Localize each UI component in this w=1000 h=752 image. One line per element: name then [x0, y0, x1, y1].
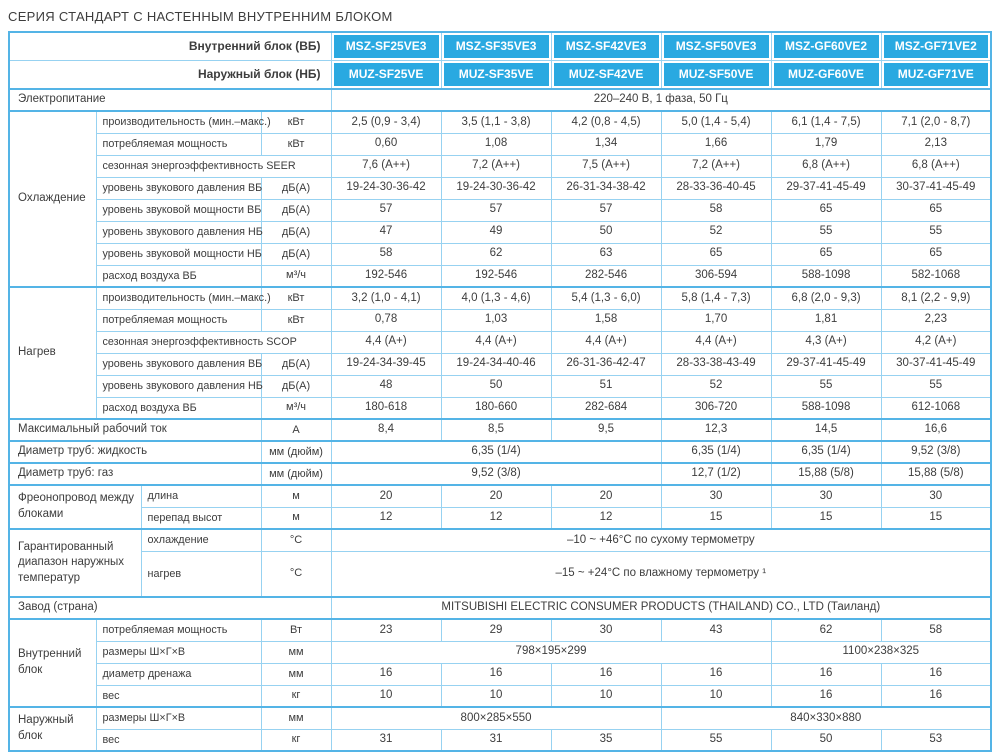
value-cell: 50	[771, 729, 881, 751]
unit-cell: кВт	[261, 287, 331, 309]
unit-cell: мм	[261, 641, 331, 663]
value-cell: 26-31-36-42-47	[551, 353, 661, 375]
value-cell: 16	[661, 663, 771, 685]
value-cell: 8,5	[441, 419, 551, 441]
value-cell: 7,1 (2,0 - 8,7)	[881, 111, 991, 133]
value-cell: 16	[881, 685, 991, 707]
param-label: расход воздуха ВБ	[96, 265, 261, 287]
table-row	[9, 353, 991, 375]
value-cell: 798×195×299	[331, 641, 771, 663]
outdoor-model-name: MUZ-SF35VE	[444, 63, 549, 86]
outdoor-model-name: MUZ-SF50VE	[664, 63, 769, 86]
model-cell	[771, 61, 881, 90]
unit-cell: кВт	[261, 133, 331, 155]
indoor-model-name: MSZ-SF50VE3	[664, 35, 769, 58]
value-cell: 58	[881, 619, 991, 641]
param-label: длина	[141, 485, 261, 507]
model-cell	[881, 32, 991, 61]
indoor-model-name: MSZ-SF35VE3	[444, 35, 549, 58]
table-row-factory	[9, 597, 991, 619]
unit-cell: мм	[261, 663, 331, 685]
value-cell: 8,1 (2,2 - 9,9)	[881, 287, 991, 309]
param-label: расход воздуха ВБ	[96, 397, 261, 419]
value-cell: 5,8 (1,4 - 7,3)	[661, 287, 771, 309]
param-label: потребляемая мощность	[96, 309, 261, 331]
value-cell: 306-720	[661, 397, 771, 419]
value-cell: 612-1068	[881, 397, 991, 419]
unit-cell: дБ(А)	[261, 353, 331, 375]
unit-cell: мм	[261, 707, 331, 729]
param-label: охлаждение	[141, 529, 261, 551]
row-label: Завод (страна)	[9, 597, 331, 619]
value-cell: 588-1098	[771, 265, 881, 287]
model-cell	[881, 61, 991, 90]
param-label: уровень звукового давления ВБ	[96, 177, 261, 199]
param-label: диаметр дренажа	[96, 663, 261, 685]
outdoor-unit-header-label: Наружный блок (НБ)	[9, 61, 331, 90]
table-row	[9, 529, 991, 551]
value-cell: 192-546	[441, 265, 551, 287]
row-label: Диаметр труб: жидкость	[9, 441, 261, 463]
value-cell: 16,6	[881, 419, 991, 441]
value-cell: 30	[771, 485, 881, 507]
value-cell: 20	[331, 485, 441, 507]
table-row	[9, 199, 991, 221]
table-row	[9, 265, 991, 287]
page-title: СЕРИЯ СТАНДАРТ С НАСТЕННЫМ ВНУТРЕННИМ БЛОКОМ	[8, 9, 393, 24]
value-cell: 52	[661, 375, 771, 397]
unit-cell: мм (дюйм)	[261, 441, 331, 463]
table-row	[9, 133, 991, 155]
value-cell: 31	[331, 729, 441, 751]
value-cell: 29-37-41-45-49	[771, 177, 881, 199]
value-cell: 12	[441, 507, 551, 529]
value-cell: 8,4	[331, 419, 441, 441]
unit-cell: °C	[261, 529, 331, 551]
value-cell: 4,2 (0,8 - 4,5)	[551, 111, 661, 133]
value-cell: 26-31-34-38-42	[551, 177, 661, 199]
value-cell: 49	[441, 221, 551, 243]
value-cell: 43	[661, 619, 771, 641]
table-row	[9, 685, 991, 707]
table-row-indoor-models	[9, 32, 991, 61]
table-row	[9, 221, 991, 243]
value-cell: 10	[661, 685, 771, 707]
value-cell: 52	[661, 221, 771, 243]
value-cell: 2,13	[881, 133, 991, 155]
model-cell	[661, 32, 771, 61]
value-cell: 1,81	[771, 309, 881, 331]
value-cell: 19-24-34-39-45	[331, 353, 441, 375]
indoor-model-name: MSZ-GF71VE2	[884, 35, 989, 58]
table-row	[9, 707, 991, 729]
section-label-freon-piping: Фреонопровод между блоками	[9, 485, 141, 529]
unit-cell: дБ(А)	[261, 177, 331, 199]
value-cell: 6,35 (1/4)	[661, 441, 771, 463]
table-row-max-current	[9, 419, 991, 441]
table-row	[9, 177, 991, 199]
unit-cell: дБ(А)	[261, 243, 331, 265]
value-cell: 180-660	[441, 397, 551, 419]
value-cell: 65	[881, 243, 991, 265]
section-label-heating: Нагрев	[9, 287, 96, 419]
value-cell: 50	[551, 221, 661, 243]
spec-table	[8, 31, 992, 752]
value-cell: 30	[551, 619, 661, 641]
value-cell: 16	[441, 663, 551, 685]
value-cell: 3,5 (1,1 - 3,8)	[441, 111, 551, 133]
table-row	[9, 641, 991, 663]
value-cell: 10	[441, 685, 551, 707]
unit-cell: м	[261, 485, 331, 507]
table-row	[9, 397, 991, 419]
value-cell: 220–240 В, 1 фаза, 50 Гц	[331, 89, 991, 111]
value-cell: 62	[771, 619, 881, 641]
value-cell: 30-37-41-45-49	[881, 353, 991, 375]
param-label: сезонная энергоэффективность SCOP	[96, 331, 331, 353]
value-cell: 65	[661, 243, 771, 265]
unit-cell: мм (дюйм)	[261, 463, 331, 485]
unit-cell: кг	[261, 729, 331, 751]
value-cell: 20	[551, 485, 661, 507]
model-cell	[331, 61, 441, 90]
param-label: производительность (мин.–макс.)	[96, 287, 261, 309]
param-label: потребляемая мощность	[96, 619, 261, 641]
value-cell: 50	[441, 375, 551, 397]
unit-cell: дБ(А)	[261, 221, 331, 243]
value-cell: 7,6 (A++)	[331, 155, 441, 177]
value-cell: 65	[881, 199, 991, 221]
table-row	[9, 155, 991, 177]
unit-cell: дБ(А)	[261, 199, 331, 221]
table-row-gas-pipe	[9, 463, 991, 485]
value-cell: 31	[441, 729, 551, 751]
param-label: размеры Ш×Г×В	[96, 707, 261, 729]
value-cell: 15	[771, 507, 881, 529]
table-row	[9, 243, 991, 265]
value-cell: 16	[881, 663, 991, 685]
value-cell: 55	[771, 221, 881, 243]
value-cell: 16	[771, 663, 881, 685]
outdoor-model-name: MUZ-SF42VE	[554, 63, 659, 86]
value-cell: 2,5 (0,9 - 3,4)	[331, 111, 441, 133]
value-cell: 192-546	[331, 265, 441, 287]
value-cell: 14,5	[771, 419, 881, 441]
indoor-model-name: MSZ-GF60VE2	[774, 35, 879, 58]
value-cell: 306-594	[661, 265, 771, 287]
value-cell: 7,5 (A++)	[551, 155, 661, 177]
section-label-cooling: Охлаждение	[9, 111, 96, 287]
value-cell: 65	[771, 243, 881, 265]
value-cell: 9,52 (3/8)	[331, 463, 661, 485]
unit-cell: м	[261, 507, 331, 529]
table-row	[9, 729, 991, 751]
param-label: сезонная энергоэффективность SEER	[96, 155, 331, 177]
value-cell: 12,3	[661, 419, 771, 441]
table-row	[9, 287, 991, 309]
model-cell	[331, 32, 441, 61]
value-cell: –15 ~ +24°C по влажному термометру ¹	[331, 551, 991, 597]
unit-cell: °C	[261, 551, 331, 597]
value-cell: 800×285×550	[331, 707, 661, 729]
model-cell	[661, 61, 771, 90]
value-cell: 30-37-41-45-49	[881, 177, 991, 199]
value-cell: 1,70	[661, 309, 771, 331]
value-cell: 6,35 (1/4)	[331, 441, 661, 463]
value-cell: 55	[881, 375, 991, 397]
value-cell: 12,7 (1/2)	[661, 463, 771, 485]
indoor-model-name: MSZ-SF25VE3	[334, 35, 439, 58]
value-cell: 3,2 (1,0 - 4,1)	[331, 287, 441, 309]
table-row	[9, 309, 991, 331]
value-cell: 9,52 (3/8)	[881, 441, 991, 463]
value-cell: 0,60	[331, 133, 441, 155]
value-cell: 35	[551, 729, 661, 751]
value-cell: 55	[881, 221, 991, 243]
outdoor-model-name: MUZ-GF71VE	[884, 63, 989, 86]
row-label: Диаметр труб: газ	[9, 463, 261, 485]
param-label: нагрев	[141, 551, 261, 597]
unit-cell: Вт	[261, 619, 331, 641]
table-row	[9, 551, 991, 597]
value-cell: 16	[771, 685, 881, 707]
table-row-liquid-pipe	[9, 441, 991, 463]
value-cell: 51	[551, 375, 661, 397]
value-cell: 30	[661, 485, 771, 507]
value-cell: 4,4 (A+)	[331, 331, 441, 353]
value-cell: 4,4 (A+)	[441, 331, 551, 353]
value-cell: 6,8 (A++)	[771, 155, 881, 177]
table-row	[9, 619, 991, 641]
value-cell: 30	[881, 485, 991, 507]
value-cell: 6,35 (1/4)	[771, 441, 881, 463]
value-cell: –10 ~ +46°C по сухому термометру	[331, 529, 991, 551]
value-cell: 1,66	[661, 133, 771, 155]
model-cell	[441, 61, 551, 90]
table-row-outdoor-models	[9, 61, 991, 90]
value-cell: 63	[551, 243, 661, 265]
param-label: потребляемая мощность	[96, 133, 261, 155]
value-cell: 15,88 (5/8)	[771, 463, 881, 485]
value-cell: 582-1068	[881, 265, 991, 287]
section-label-outdoor-unit: Наружный блок	[9, 707, 96, 751]
value-cell: 1,03	[441, 309, 551, 331]
model-cell	[551, 61, 661, 90]
value-cell: 0,78	[331, 309, 441, 331]
value-cell: 840×330×880	[661, 707, 991, 729]
value-cell: 4,2 (A+)	[881, 331, 991, 353]
table-row	[9, 111, 991, 133]
value-cell: 2,23	[881, 309, 991, 331]
value-cell: 1,79	[771, 133, 881, 155]
unit-cell: кг	[261, 685, 331, 707]
value-cell: 19-24-30-36-42	[331, 177, 441, 199]
value-cell: 53	[881, 729, 991, 751]
value-cell: 15	[881, 507, 991, 529]
param-label: уровень звуковой мощности НБ	[96, 243, 261, 265]
value-cell: 282-546	[551, 265, 661, 287]
value-cell: 1100×238×325	[771, 641, 991, 663]
value-cell: 588-1098	[771, 397, 881, 419]
unit-cell: м³/ч	[261, 397, 331, 419]
value-cell: 58	[661, 199, 771, 221]
model-cell	[771, 32, 881, 61]
value-cell: 57	[331, 199, 441, 221]
unit-cell: А	[261, 419, 331, 441]
param-label: уровень звукового давления НБ	[96, 375, 261, 397]
table-row	[9, 331, 991, 353]
row-label: Электропитание	[9, 89, 331, 111]
value-cell: 4,4 (A+)	[661, 331, 771, 353]
value-cell: 1,34	[551, 133, 661, 155]
value-cell: 15,88 (5/8)	[881, 463, 991, 485]
value-cell: 19-24-34-40-46	[441, 353, 551, 375]
row-label: Максимальный рабочий ток	[9, 419, 261, 441]
indoor-model-name: MSZ-SF42VE3	[554, 35, 659, 58]
section-label-temp-range: Гарантированный диапазон наружных температур	[9, 529, 141, 597]
value-cell: 5,0 (1,4 - 5,4)	[661, 111, 771, 133]
table-row-power-supply	[9, 89, 991, 111]
param-label: уровень звукового давления НБ	[96, 221, 261, 243]
param-label: размеры Ш×Г×В	[96, 641, 261, 663]
value-cell: 282-684	[551, 397, 661, 419]
value-cell: 7,2 (A++)	[441, 155, 551, 177]
value-cell: 10	[331, 685, 441, 707]
param-label: перепад высот	[141, 507, 261, 529]
value-cell: 6,8 (2,0 - 9,3)	[771, 287, 881, 309]
value-cell: 6,8 (A++)	[881, 155, 991, 177]
outdoor-model-name: MUZ-SF25VE	[334, 63, 439, 86]
value-cell: 16	[331, 663, 441, 685]
value-cell: 15	[661, 507, 771, 529]
value-cell: 4,4 (A+)	[551, 331, 661, 353]
value-cell: 55	[661, 729, 771, 751]
value-cell: 47	[331, 221, 441, 243]
value-cell: 4,0 (1,3 - 4,6)	[441, 287, 551, 309]
outdoor-model-name: MUZ-GF60VE	[774, 63, 879, 86]
value-cell: 16	[551, 663, 661, 685]
value-cell: 4,3 (A+)	[771, 331, 881, 353]
value-cell: 6,1 (1,4 - 7,5)	[771, 111, 881, 133]
value-cell: 1,08	[441, 133, 551, 155]
value-cell: 57	[441, 199, 551, 221]
value-cell: 19-24-30-36-42	[441, 177, 551, 199]
model-cell	[441, 32, 551, 61]
value-cell: 28-33-38-43-49	[661, 353, 771, 375]
table-row	[9, 663, 991, 685]
table-row	[9, 507, 991, 529]
param-label: вес	[96, 729, 261, 751]
unit-cell: кВт	[261, 309, 331, 331]
param-label: вес	[96, 685, 261, 707]
param-label: уровень звукового давления ВБ	[96, 353, 261, 375]
section-label-indoor-unit: Внутренний блок	[9, 619, 96, 707]
unit-cell: кВт	[261, 111, 331, 133]
value-cell: 48	[331, 375, 441, 397]
value-cell: 62	[441, 243, 551, 265]
table-row	[9, 485, 991, 507]
value-cell: 9,5	[551, 419, 661, 441]
param-label: уровень звуковой мощности ВБ	[96, 199, 261, 221]
value-cell: 58	[331, 243, 441, 265]
value-cell: 65	[771, 199, 881, 221]
value-cell: 29-37-41-45-49	[771, 353, 881, 375]
value-cell: 57	[551, 199, 661, 221]
value-cell: MITSUBISHI ELECTRIC CONSUMER PRODUCTS (THAILAND) CO., LTD (Таиланд)	[331, 597, 991, 619]
table-row	[9, 375, 991, 397]
value-cell: 7,2 (A++)	[661, 155, 771, 177]
value-cell: 23	[331, 619, 441, 641]
value-cell: 20	[441, 485, 551, 507]
indoor-unit-header-label: Внутренний блок (ВБ)	[9, 32, 331, 61]
unit-cell: дБ(А)	[261, 375, 331, 397]
value-cell: 55	[771, 375, 881, 397]
model-cell	[551, 32, 661, 61]
value-cell: 1,58	[551, 309, 661, 331]
value-cell: 5,4 (1,3 - 6,0)	[551, 287, 661, 309]
unit-cell: м³/ч	[261, 265, 331, 287]
value-cell: 29	[441, 619, 551, 641]
value-cell: 12	[551, 507, 661, 529]
value-cell: 28-33-36-40-45	[661, 177, 771, 199]
param-label: производительность (мин.–макс.)	[96, 111, 261, 133]
value-cell: 10	[551, 685, 661, 707]
value-cell: 180-618	[331, 397, 441, 419]
value-cell: 12	[331, 507, 441, 529]
